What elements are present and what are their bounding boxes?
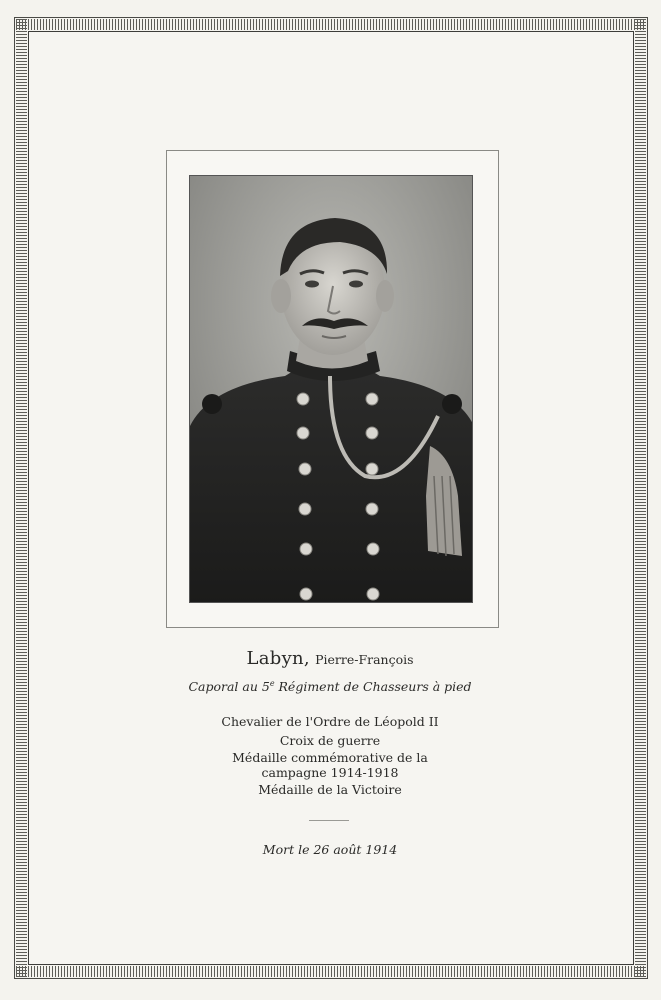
rank-suffix: Régiment de Chasseurs à pied — [274, 679, 472, 695]
soldier-name-line — [120, 648, 540, 669]
honour-item: Médaille commémorative de la — [232, 750, 428, 765]
honours-list — [120, 712, 540, 799]
divider-rule — [309, 820, 349, 821]
hatched-border-bottom — [16, 966, 646, 977]
rank-superscript: e — [269, 679, 275, 688]
soldier-given-names: Pierre-François — [315, 652, 414, 667]
hatched-border-top — [16, 19, 646, 30]
death-date: Mort le 26 août 1914 — [262, 842, 398, 857]
honour-item: Médaille de la Victoire — [258, 782, 402, 797]
soldier-surname: Labyn, — [246, 648, 310, 669]
portrait-photo — [189, 175, 473, 603]
honour-item: campagne 1914-1918 — [261, 765, 399, 780]
hatched-border-left — [16, 19, 27, 977]
honour-item: Chevalier de l'Ordre de Léopold II — [221, 714, 439, 729]
soldier-rank — [120, 679, 540, 694]
honour-item: Croix de guerre — [279, 733, 381, 748]
rank-prefix: Caporal au 5 — [188, 679, 270, 695]
hatched-border-right — [635, 19, 646, 977]
